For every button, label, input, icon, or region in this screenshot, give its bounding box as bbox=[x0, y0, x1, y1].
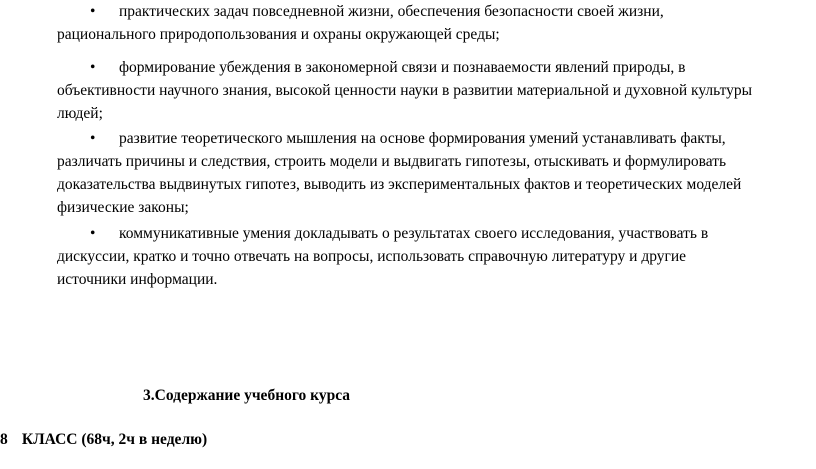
bullet-icon: • bbox=[90, 225, 96, 242]
bullet-icon: • bbox=[90, 3, 96, 20]
bullet-icon: • bbox=[90, 59, 96, 76]
bullet-continuation-line: дискуссии, кратко и точно отвечать на вопросы, использовать справочную литературу и другие bbox=[57, 248, 687, 265]
bullet-icon: • bbox=[90, 130, 96, 147]
bullet-item-2 bbox=[57, 56, 787, 125]
class-heading bbox=[0, 428, 207, 451]
bullet-first-line bbox=[57, 56, 787, 79]
bullet-first-line bbox=[57, 127, 787, 150]
bullet-continuation-line: различать причины и следствия, строить модели и выдвигать гипотезы, отыскивать и формулировать bbox=[57, 153, 727, 170]
class-heading-text: КЛАСС (68ч, 2ч в неделю) bbox=[21, 431, 208, 448]
bullet-text: развитие теоретического мышления на основе формирования умений устанавливать факты, bbox=[119, 130, 726, 147]
bullet-continuation-line: физические законы; bbox=[57, 199, 189, 216]
bullet-continuation-line: источники информации. bbox=[57, 271, 218, 288]
bullet-first-line bbox=[57, 0, 787, 23]
bullet-continuation-line: доказательства выдвинутых гипотез, выводить из экспериментальных фактов и теоретических моделей bbox=[57, 176, 742, 193]
bullet-text: формирование убеждения в закономерной связи и познаваемости явлений природы, в bbox=[119, 59, 686, 76]
section-heading: 3.Содержание учебного курса bbox=[143, 387, 351, 404]
bullet-first-line bbox=[57, 222, 787, 245]
class-number: 8 bbox=[0, 431, 8, 448]
bullet-text: коммуникативные умения докладывать о результатах своего исследования, участвовать в bbox=[119, 225, 709, 242]
bullet-item-4 bbox=[57, 222, 787, 291]
bullet-continuation-line: рационального природопользования и охраны окружающей среды; bbox=[57, 26, 500, 43]
bullet-item-1 bbox=[57, 0, 787, 46]
bullet-continuation-line: объективности научного знания, высокой ценности науки в развитии материальной и духовной культуры bbox=[57, 82, 753, 99]
bullet-item-3 bbox=[57, 127, 787, 219]
bullet-continuation-line: людей; bbox=[57, 105, 103, 122]
bullet-text: практических задач повседневной жизни, обеспечения безопасности своей жизни, bbox=[119, 3, 664, 20]
